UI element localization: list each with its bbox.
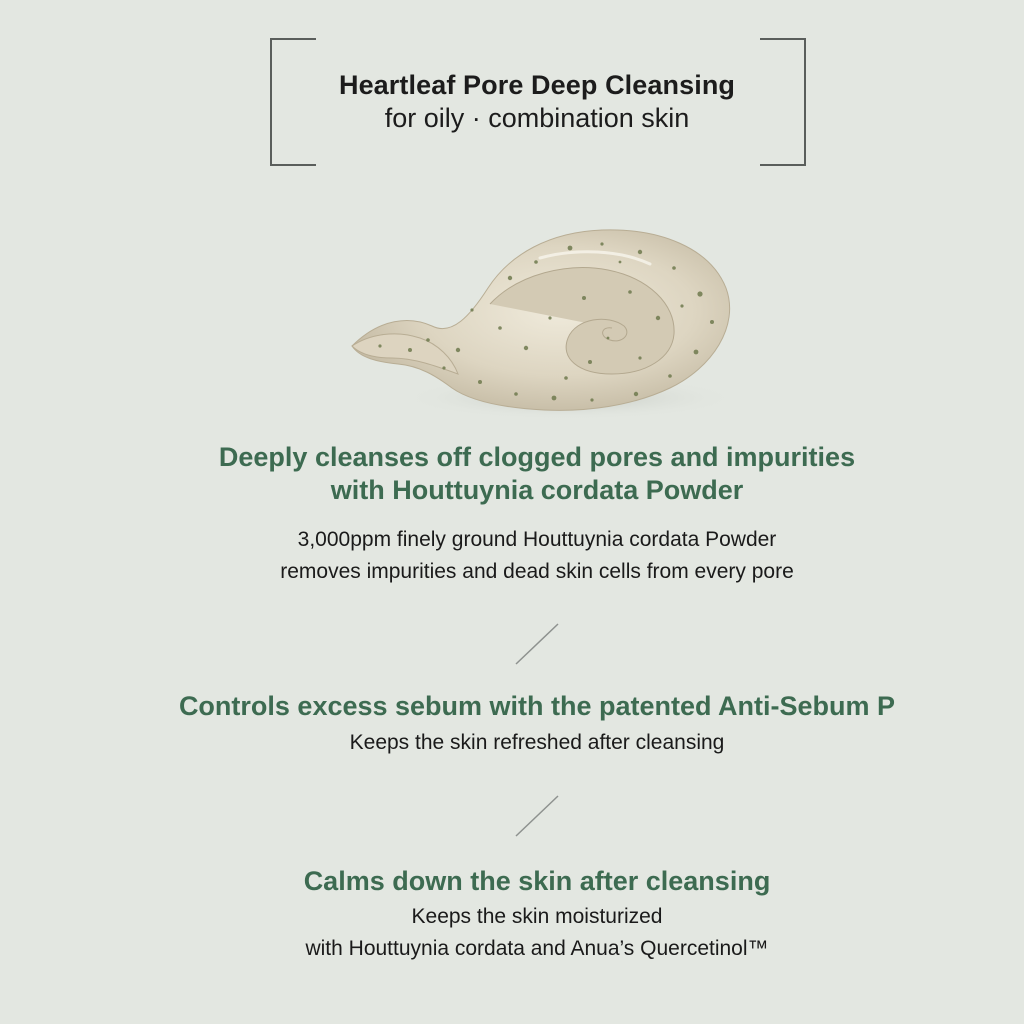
feature-1-heading-line1: Deeply cleanses off clogged pores and impurities xyxy=(218,442,856,472)
feature-1-heading-line2: with Houttuynia cordata Powder xyxy=(330,475,744,505)
slash-divider-icon xyxy=(514,794,560,838)
cleanser-texture-image xyxy=(340,218,740,428)
feature-2-desc: Keeps the skin refreshed after cleansing xyxy=(349,731,725,754)
feature-3-desc-line1: Keeps the skin moisturized xyxy=(411,905,663,928)
feature-3-heading: Calms down the skin after cleansing xyxy=(303,866,771,896)
feature-2-heading: Controls excess sebum with the patented Anti-Sebum P xyxy=(178,691,896,721)
feature-1-desc-line2: removes impurities and dead skin cells from every pore xyxy=(280,560,794,583)
slash-divider-icon xyxy=(514,622,560,666)
page-title: Heartleaf Pore Deep Cleansing xyxy=(338,70,736,100)
header-bracket-right xyxy=(760,38,806,166)
header-bracket-left xyxy=(270,38,316,166)
feature-3-desc-line2: with Houttuynia cordata and Anua’s Quercetinol™ xyxy=(305,937,769,960)
page-subtitle: for oily · combination skin xyxy=(384,103,690,133)
feature-1-desc-line1: 3,000ppm finely ground Houttuynia cordata Powder xyxy=(297,528,777,551)
